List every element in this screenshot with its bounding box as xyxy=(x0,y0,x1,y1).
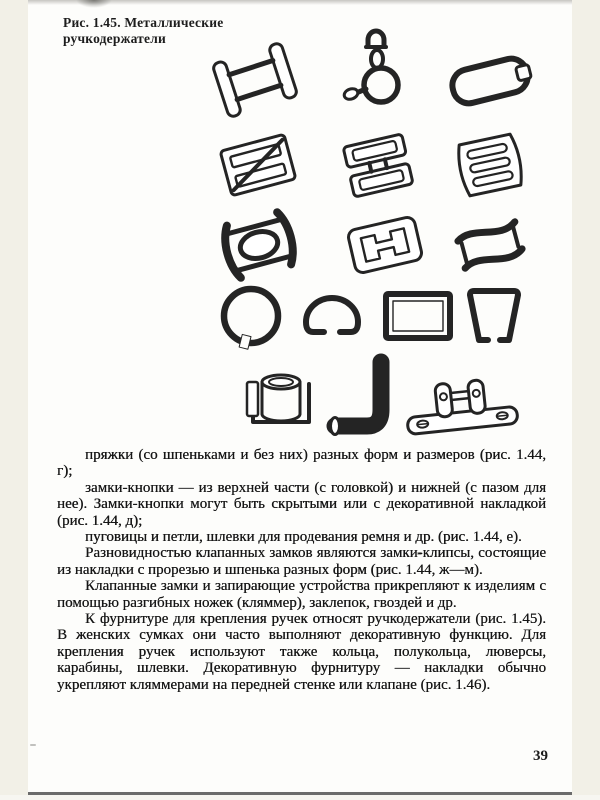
figure-1-45 xyxy=(193,28,555,446)
scan-below-edge xyxy=(0,795,600,800)
paragraph-zamki-knopki: замки-кнопки — из верхней части (с головкой) и нижней (с пазом для нее). Замки-кнопки могут быть скрытыми или с декоративной накладкой (рис. 1.44, д); xyxy=(57,479,546,529)
paragraph-pugovitsy: пуговицы и петли, шлевки для продевания ремня и др. (рис. 1.44, е). xyxy=(85,529,522,546)
paragraph-furnitura-ruchek: К фурнитуре для крепления ручек относят ручкодержатели (рис. 1.45). В женских сумках они часто выполняют декоративную функцию. Для крепления ручек используют также кольца, полукольца, люверсы, карабины, шлевки. Декоративную фурнитуру — накладки обычно укрепляют кляммерами на передней стенке или клапане (рис. 1.46). xyxy=(57,611,546,693)
page-number: 39 xyxy=(533,748,548,764)
cylindrical-socket-holder-icon xyxy=(247,375,309,422)
three-slot-wavy-buckle-icon xyxy=(455,133,525,196)
body-text xyxy=(57,447,546,693)
h-slot-plate-holder-icon xyxy=(347,216,423,274)
paragraph-zamki-klipsy: Разновидностью клапанных замков являются замки-клипсы, состоящие из накладки с прорезью и шпенька разных форм (рис. 1.44, ж—м). xyxy=(57,545,546,578)
two-slot-buckle-plate-icon xyxy=(220,134,296,196)
scan-speck xyxy=(30,744,36,746)
rectangular-ring-icon xyxy=(386,294,450,338)
handle-holders-illustration xyxy=(193,28,555,446)
paragraph-klapannye-zamki: Клапанные замки и запирающие устройства прикрепляют к изделиям с помощью разгибных ножек (кляммер), заклепок, гвоздей и др. xyxy=(57,578,546,611)
scan-artifact-smudge xyxy=(76,0,112,8)
double-slotted-link-icon xyxy=(343,134,413,197)
half-ring-icon xyxy=(306,298,358,332)
ladder-frame-buckle-icon xyxy=(212,42,298,118)
hinged-plate-bracket-icon xyxy=(404,376,518,434)
oblong-carrier-loop-icon xyxy=(449,55,534,107)
figure-caption-line1: Рис. 1.45. Металлические xyxy=(63,15,224,30)
trapezoid-ring-icon xyxy=(470,291,518,340)
paragraph-pryazhki: пряжки (со шпеньками и без них) разных форм и размеров (рис. 1.44, г); xyxy=(57,447,546,480)
oval-ring-frame-holder-icon xyxy=(220,210,297,279)
curved-double-bar-holder-icon xyxy=(457,222,523,269)
bent-rod-holder-icon xyxy=(331,362,382,435)
swivel-hook-with-stud-icon xyxy=(343,31,398,102)
split-round-ring-icon xyxy=(224,289,278,349)
figure-caption-line2: ручкодержатели xyxy=(63,31,166,46)
